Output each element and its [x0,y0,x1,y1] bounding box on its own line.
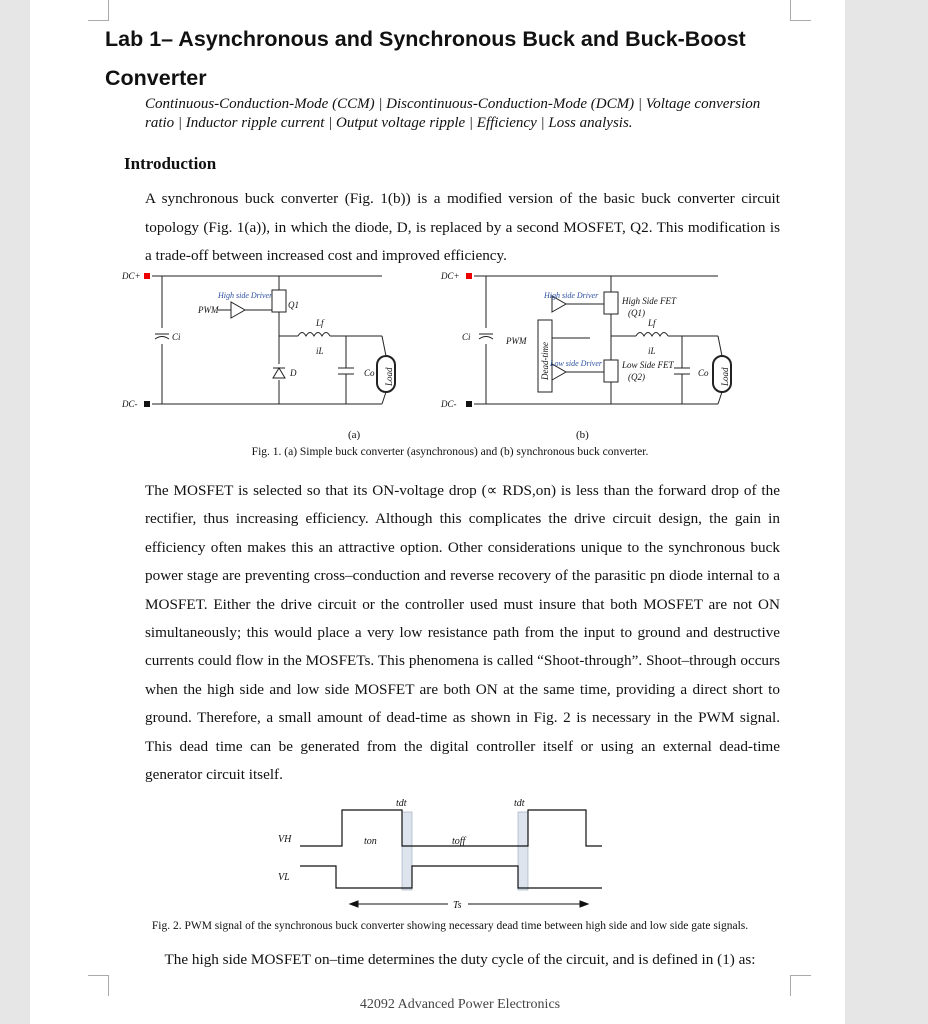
figure-1-circuits [120,268,760,448]
il-label-a: iL [316,346,324,356]
crop-mark-top-left [88,0,109,21]
tdt-label-1: tdt [396,798,407,809]
intro-text: A synchronous buck converter (Fig. 1(b)) is a modified version of the basic buck converter circuit topology (Fig. 1(a)), in which the diode, D, is replaced by a second MOSFET, Q2. This modification is a trade-off between increased cost and improved efficiency. [145,190,780,264]
mosfet-paragraph [145,477,780,789]
crop-mark-bottom-right [790,975,811,996]
dc-plus-label-a: DC+ [122,271,141,281]
duty-cycle-sentence: The high side MOSFET on–time determines the duty cycle of the circuit, and is defined in (1) as: [164,951,756,968]
fig1-label-b: (b) [576,429,589,441]
figure-2-caption: Fig. 2. PWM signal of the synchronous buck converter showing necessary dead time between high side and low side gate signals. [151,920,749,932]
high-side-fet-label: High Side FET [622,296,676,306]
lf-label-a: Lf [316,318,324,328]
figure-2-pwm-signal [270,796,610,916]
ci-label-a: Ci [172,332,181,342]
load-label-b: Load [720,367,730,386]
dead-time-label: Dead-time [540,342,550,380]
toff-label: toff [452,836,466,847]
pwm-label-a: PWM [198,305,219,315]
tdt-label-2: tdt [514,798,525,809]
ts-label: Ts [453,900,462,911]
document-page [30,0,845,1024]
ci-label-b: Ci [462,332,471,342]
co-label-b: Co [698,368,709,378]
high-side-driver-label-a: High side Driver [218,291,273,300]
high-side-fet-q: (Q1) [628,308,645,318]
diode-label: D [290,368,297,378]
pwm-label-b: PWM [506,336,527,346]
lf-label-b: Lf [648,318,656,328]
high-side-driver-label-b: High side Driver [544,291,599,300]
low-side-driver-label: Low side Driver [550,359,602,368]
intro-paragraph [145,185,780,271]
fig1-label-a: (a) [348,429,361,441]
vl-label: VL [278,872,290,883]
document-title: Lab 1– Asynchronous and Synchronous Buck and Buck-Boost Converter [105,27,746,90]
figure-1-caption: Fig. 1. (a) Simple buck converter (asynchronous) and (b) synchronous buck converter. [251,446,649,458]
mosfet-text: The MOSFET is selected so that its ON-voltage drop (∝ RDS,on) is less than the forward drop of the rectifier, thus increasing efficiency. Although this complicates the drive circuit design, the gain in efficiency often makes this an attractive option. Other considerations unique to the synchronous buck power stage are preventing cross–conduction and reverse recovery of the parasitic pn diode internal to a MOSFET. Either the drive circuit or the controller used must insure that both MOSFET are not ON simultaneously; this would place a very low resistance path from the input to ground and destructive currents could flow in the MOSFETs. This phenomena is called “Shoot-through”. Shoot–through occurs when the high side and low side MOSFET are both ON at the same time, providing a direct short to ground. Therefore, a small amount of dead-time as shown in Fig. 2 is necessary in the PWM signal. This dead time can be generated from the digital controller itself or using an external dead-time generator circuit itself. [145,482,780,784]
crop-mark-bottom-left [88,975,109,996]
page-footer: 42092 Advanced Power Electronics [359,997,561,1012]
dc-minus-label-a: DC- [122,399,138,409]
low-side-fet-q: (Q2) [628,372,645,382]
keywords-subtitle: Continuous-Conduction-Mode (CCM) | Discontinuous-Conduction-Mode (DCM) | Voltage conversion ratio | Inductor ripple current | Output voltage ripple | Efficiency | Loss analysis. [145,96,761,131]
co-label-a: Co [364,368,375,378]
section-heading: Introduction [124,154,217,173]
ton-label: ton [364,836,377,847]
q1-label: Q1 [288,300,299,310]
vh-label: VH [278,834,292,845]
dc-minus-label-b: DC- [441,399,457,409]
crop-mark-top-right [790,0,811,21]
low-side-fet-label: Low Side FET [622,360,674,370]
load-label-a: Load [384,367,394,386]
il-label-b: iL [648,346,656,356]
dc-plus-label-b: DC+ [441,271,460,281]
